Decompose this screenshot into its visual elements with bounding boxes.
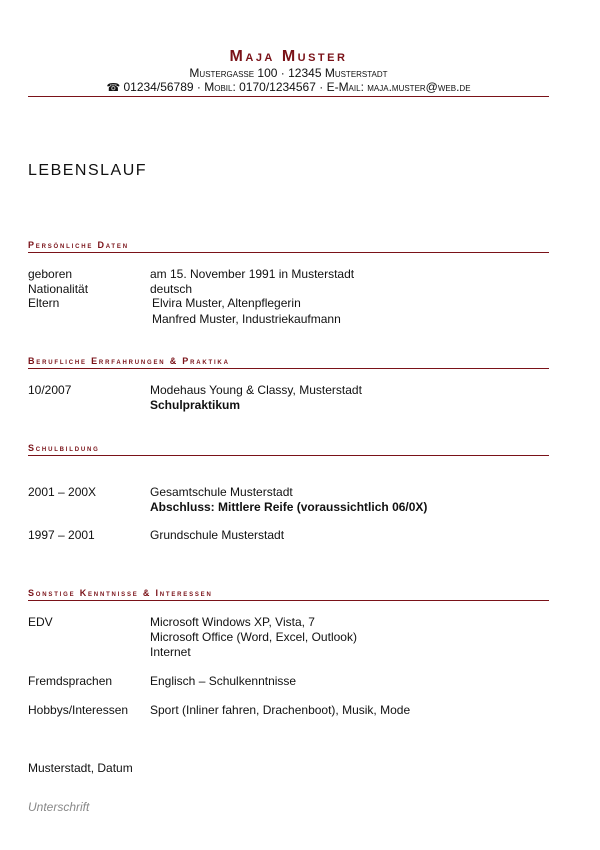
row-value: Gesamtschule Musterstadt <box>150 485 293 499</box>
phone-number: 01234/56789 <box>123 80 194 94</box>
contact-line <box>28 80 549 96</box>
section-title-school: Schulbildung <box>28 443 100 453</box>
phone-icon: ☎ <box>106 82 121 94</box>
section-divider <box>28 368 549 369</box>
address-line: Mustergasse 100 · 12345 Musterstadt <box>189 66 388 80</box>
row-value: Microsoft Windows XP, Vista, 7 <box>150 615 315 629</box>
header-divider <box>28 96 549 97</box>
mobile-number: · Mobil: 0170/1234567 <box>196 80 316 94</box>
row-value: Microsoft Office (Word, Excel, Outlook) <box>150 630 357 644</box>
row-value: Internet <box>150 645 191 659</box>
row-label: Hobbys/Interessen <box>28 703 129 717</box>
row-label: EDV <box>28 615 53 629</box>
section-divider <box>28 600 549 601</box>
signature: Unterschrift <box>28 800 90 814</box>
email-address: · E-Mail: maja.muster@web.de <box>319 80 471 94</box>
row-value: Grundschule Musterstadt <box>150 528 285 542</box>
section-divider <box>28 455 549 456</box>
section-divider <box>28 252 549 253</box>
section-title-personal: Persönliche Daten <box>28 240 129 250</box>
row-value: deutsch <box>150 282 193 296</box>
row-label: 2001 – 200X <box>28 485 97 499</box>
row-label: geboren <box>28 267 73 281</box>
row-value: Manfred Muster, Industriekaufmann <box>152 312 341 326</box>
row-value: Sport (Inliner fahren, Drachenboot), Musik, Mode <box>150 703 411 717</box>
section-title-work: Berufliche Errfahrungen & Praktika <box>28 356 230 366</box>
row-value: am 15. November 1991 in Musterstadt <box>150 267 355 281</box>
row-value: Abschluss: Mittlere Reife (voraussichtlich 06/0X) <box>150 500 428 514</box>
row-value: Englisch – Schulkenntnisse <box>150 674 297 688</box>
row-label: Fremdsprachen <box>28 674 113 688</box>
section-title-other: Sonstige Kenntnisse & Interessen <box>28 588 213 598</box>
row-label: Eltern <box>28 296 60 310</box>
row-value: Modehaus Young & Classy, Musterstadt <box>150 383 362 397</box>
cv-header <box>28 48 549 96</box>
row-label: 10/2007 <box>28 383 72 397</box>
applicant-name: Maja Muster <box>229 48 348 65</box>
place-date-text: Musterstadt, Datum <box>28 761 133 775</box>
row-label: Nationalität <box>28 282 89 296</box>
document-title: LEBENSLAUF <box>28 162 148 179</box>
row-value: Schulpraktikum <box>150 398 241 412</box>
row-value: Elvira Muster, Altenpflegerin <box>152 296 301 310</box>
row-label: 1997 – 2001 <box>28 528 95 542</box>
